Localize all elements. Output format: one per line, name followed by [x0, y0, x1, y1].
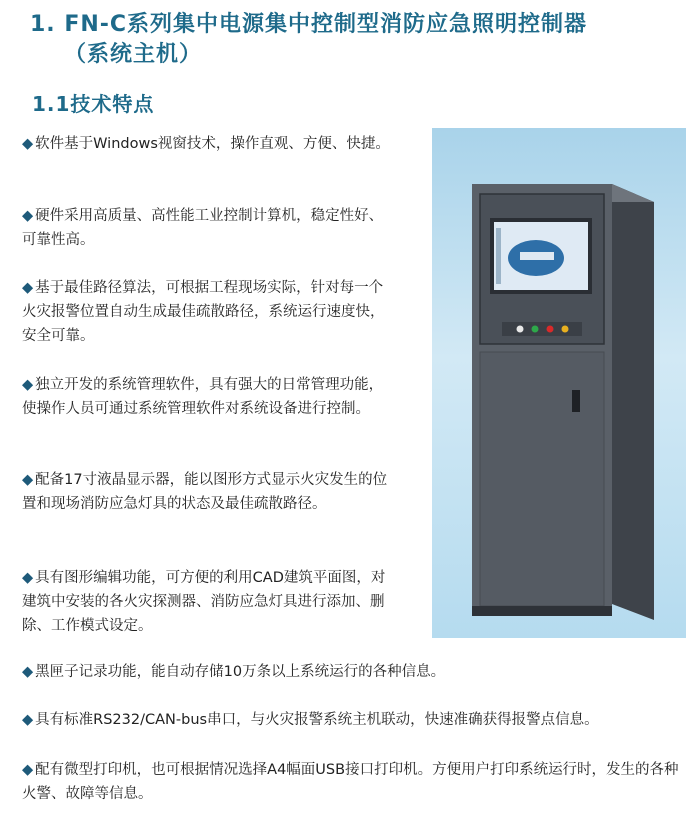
- diamond-bullet-icon: ◆: [22, 570, 34, 586]
- feature-text: 硬件采用高质量、高性能工业控制计算机，稳定性好、可靠性高。: [22, 208, 384, 248]
- feature-text: 独立开发的系统管理软件，具有强大的日常管理功能，使操作人员可通过系统管理软件对系统设备进行控制。: [22, 377, 384, 417]
- white-indicator-button: [517, 326, 524, 333]
- feature-item: [22, 660, 692, 684]
- feature-item: [22, 373, 390, 421]
- feature-item: [22, 708, 692, 732]
- diamond-bullet-icon: ◆: [22, 377, 34, 393]
- feature-text: 配有微型打印机，也可根据情况选择A4幅面USB接口打印机。方便用户打印系统运行时，发生的各种火警、故障等信息。: [22, 762, 679, 802]
- product-photo: [432, 128, 686, 638]
- diamond-bullet-icon: ◆: [22, 762, 34, 778]
- section-title: 1.1技术特点: [32, 92, 155, 116]
- feature-text: 具有标准RS232/CAN-bus串口，与火灾报警系统主机联动，快速准确获得报警点信息。: [35, 712, 599, 728]
- feature-item: [22, 132, 390, 156]
- button-strip: [502, 322, 582, 336]
- feature-item: [22, 204, 390, 252]
- cabinet-lower-door: [480, 352, 604, 606]
- door-lock-icon: [572, 390, 580, 412]
- diamond-bullet-icon: ◆: [22, 712, 34, 728]
- cabinet-base: [472, 606, 612, 616]
- green-indicator-button: [532, 326, 539, 333]
- diamond-bullet-icon: ◆: [22, 136, 34, 152]
- feature-text: 基于最佳路径算法，可根据工程现场实际，针对每一个火灾报警位置自动生成最佳疏散路径，系统运行速度快，安全可靠。: [22, 280, 385, 344]
- feature-item: [22, 566, 390, 638]
- title-line-1: 1. FN-C系列集中电源集中控制型消防应急照明控制器: [30, 12, 588, 37]
- feature-item: [22, 758, 692, 806]
- feature-text: 软件基于Windows视窗技术，操作直观、方便、快捷。: [35, 136, 390, 152]
- feature-text: 黑匣子记录功能，能自动存储10万条以上系统运行的各种信息。: [35, 664, 446, 680]
- diamond-bullet-icon: ◆: [22, 472, 34, 488]
- title-line-2: （系统主机）: [64, 42, 203, 67]
- diamond-bullet-icon: ◆: [22, 664, 34, 680]
- screen-banner: [520, 252, 554, 260]
- control-cabinet-illustration: [432, 128, 686, 638]
- diamond-bullet-icon: ◆: [22, 208, 34, 224]
- page-title: [30, 10, 587, 70]
- diamond-bullet-icon: ◆: [22, 280, 34, 296]
- red-indicator-button: [547, 326, 554, 333]
- screen-toolbar: [496, 228, 501, 284]
- feature-text: 配备17寸液晶显示器，能以图形方式显示火灾发生的位置和现场消防应急灯具的状态及最佳疏散路径。: [22, 472, 388, 512]
- feature-item: [22, 276, 390, 348]
- yellow-indicator-button: [562, 326, 569, 333]
- cabinet-side-panel: [612, 184, 654, 620]
- feature-item: [22, 468, 390, 516]
- feature-text: 具有图形编辑功能，可方便的利用CAD建筑平面图，对建筑中安装的各火灾探测器、消防应急灯具进行添加、删除、工作模式设定。: [22, 570, 386, 634]
